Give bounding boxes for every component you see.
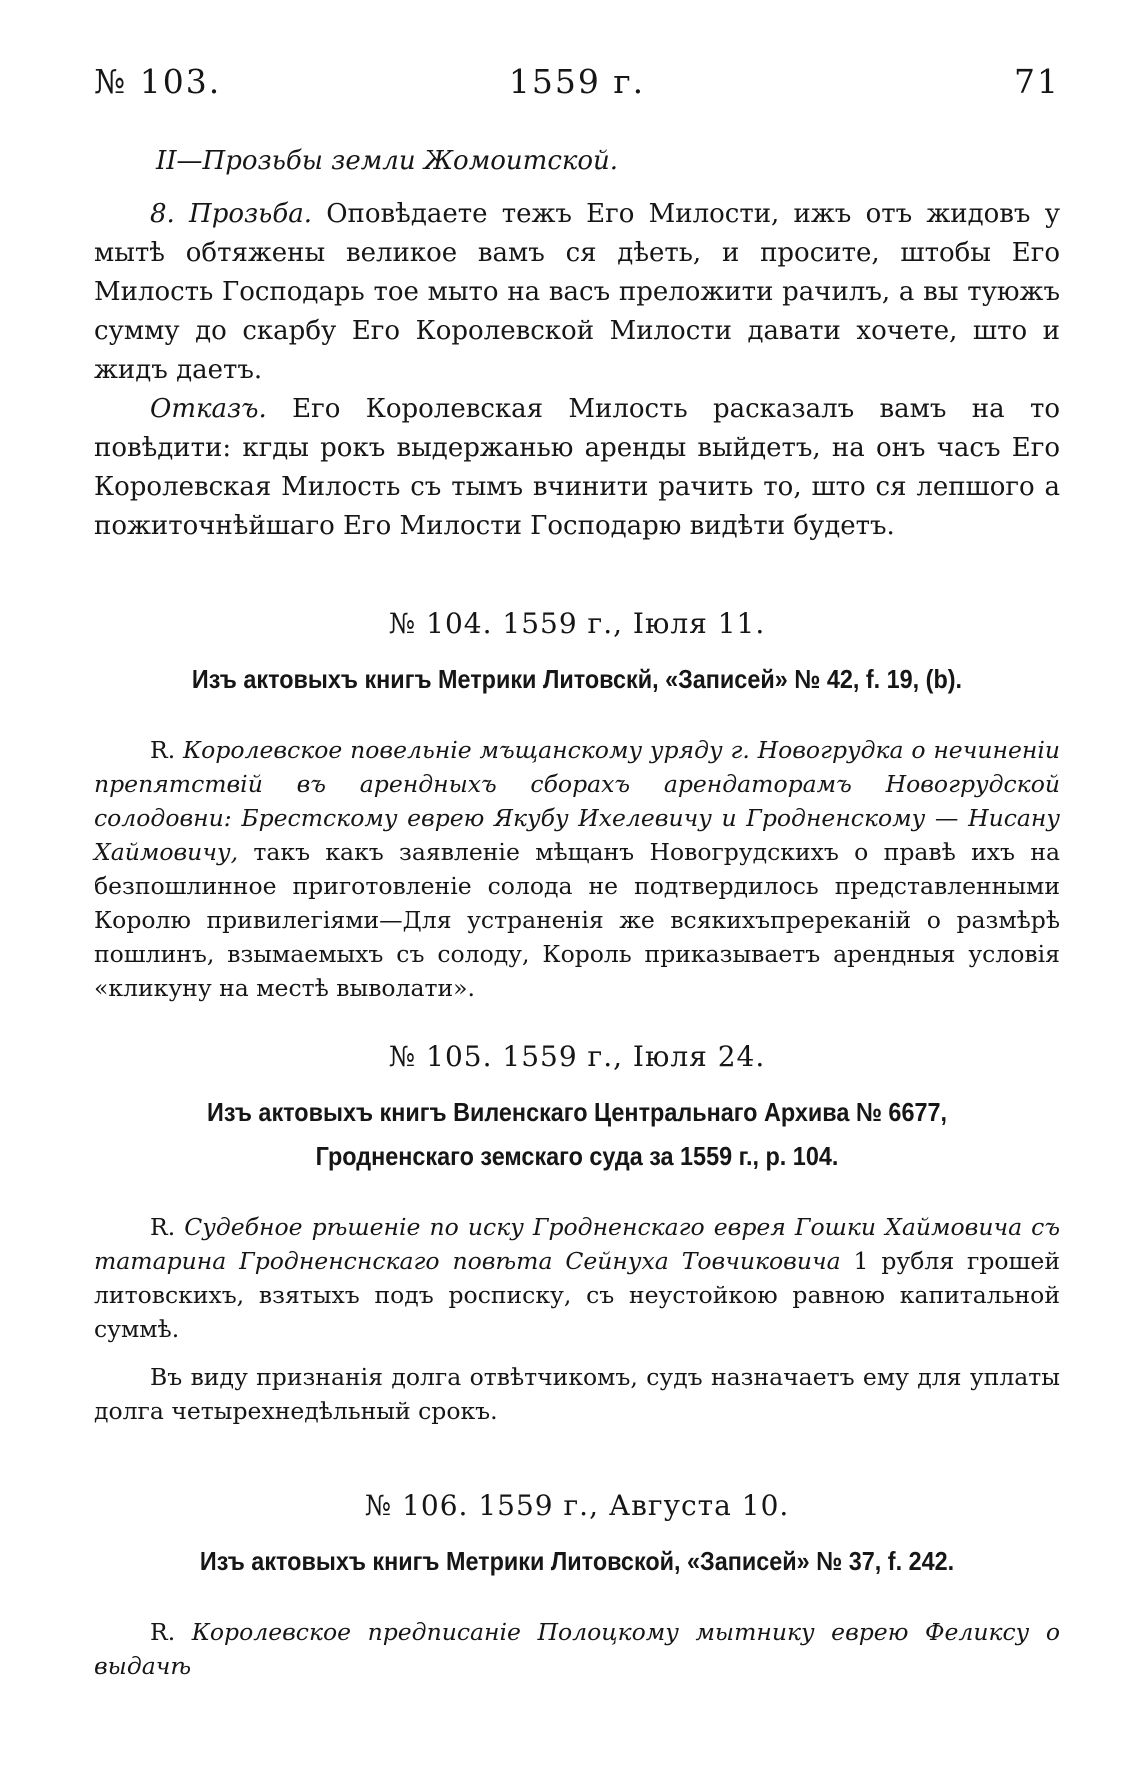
doc106-marker: R. [150,1618,176,1646]
petition-paragraph [94,195,1060,390]
doc105-summary-plain: 1 рубля грошей литовскихъ, взятыхъ подъ росписку, съ неустойкою равною капитальной суммѣ. [94,1247,1060,1343]
doc106-source: Изъ актовыхъ книгъ Метрики Литовской, «Записей» № 37, f. 242. [199,1546,955,1576]
doc104-marker: R. [150,736,176,764]
doc104-heading: № 104. 1559 г., Іюля 11. [388,607,766,640]
petition-text: Оповѣдаете тежъ Его Милости, ижъ отъ жидовъ у мытѣ обтяжены великое вамъ ся дѣеть, и просите, штобы Его Милость Господарь тое мыто на васъ преложити рачилъ, а вы туюжъ сумму до скарбу Его Королевской Милости давати хочете, што и жидъ даетъ. [94,199,1060,385]
header-year: 1559 г. [508,62,646,101]
doc106-summary-italic: Королевское предписаніе Полоцкому мытнику еврею Феликсу о выдачѣ [94,1618,1060,1680]
refusal-paragraph [94,390,1060,546]
doc106-heading: № 106. 1559 г., Августа 10. [364,1489,790,1522]
page-header [94,62,1060,112]
doc105-summary [94,1210,1060,1346]
doc105-marker: R. [150,1213,176,1241]
petition-label: 8. Прозьба. [150,199,312,229]
doc104-summary-plain: такъ какъ заявленіе мѣщанъ Новогрудскихъ о правѣ ихъ на безпошлинное приготовленіе солода не подтвердилось представленными Королю привилегіями—Для устраненія же всякихъпререканій о размѣрѣ пошлинъ, взымаемыхъ съ солоду, Король приказываетъ арендныя условія «кликуну на местѣ выволати». [94,838,1060,1002]
header-page-number: 71 [1014,62,1060,101]
doc105-summary-italic: Судебное рѣшеніе по иску Гродненскаго еврея Гошки Хаймовича съ татарина Гродненснскаго повѣта Сейнуха Товчиковича [94,1213,1060,1275]
header-doc-number: № 103. [94,62,222,101]
doc104-summary-italic: Королевское повельніе мъщанскому уряду г. Новогрудка о нечиненіи препятствій въ арендныхъ сборахъ арендаторамъ Новогрудской солодовни: Брестскому еврею Якубу Ихелевичу и Гродненскому — Нисану Хаймовичу, [94,736,1060,866]
doc106-summary [94,1615,1060,1683]
refusal-text: Его Королевская Милость расказалъ вамъ на то повѣдити: кгды рокъ выдержанью аренды выйдетъ, на онъ часъ Его Королевская Милость съ тымъ вчинити рачить то, што ся лепшого а пожиточнѣйшаго Его Милости Господарю видѣти будетъ. [94,394,1060,541]
doc104-source: Изъ актовыхъ книгъ Метрики Литовскй, «Записей» № 42, f. 19, (b). [191,664,963,694]
doc104-summary [94,733,1060,1005]
doc105-heading: № 105. 1559 г., Іюля 24. [388,1040,766,1073]
doc105-decision: Въ виду признанія долга отвѣтчикомъ, судъ назначаетъ ему для уплаты долга четырехнедѣльный срокъ. [94,1363,1060,1425]
page-body [94,142,1060,1683]
refusal-label: Отказъ. [150,394,267,424]
doc105-source: Изъ актовыхъ книгъ Виленскаго Центральнаго Архива № 6677, Гродненскаго земскаго суда за 1559 г., р. 104. [207,1097,947,1171]
section-title: II—Прозьбы земли Жомоитской. [156,146,619,176]
